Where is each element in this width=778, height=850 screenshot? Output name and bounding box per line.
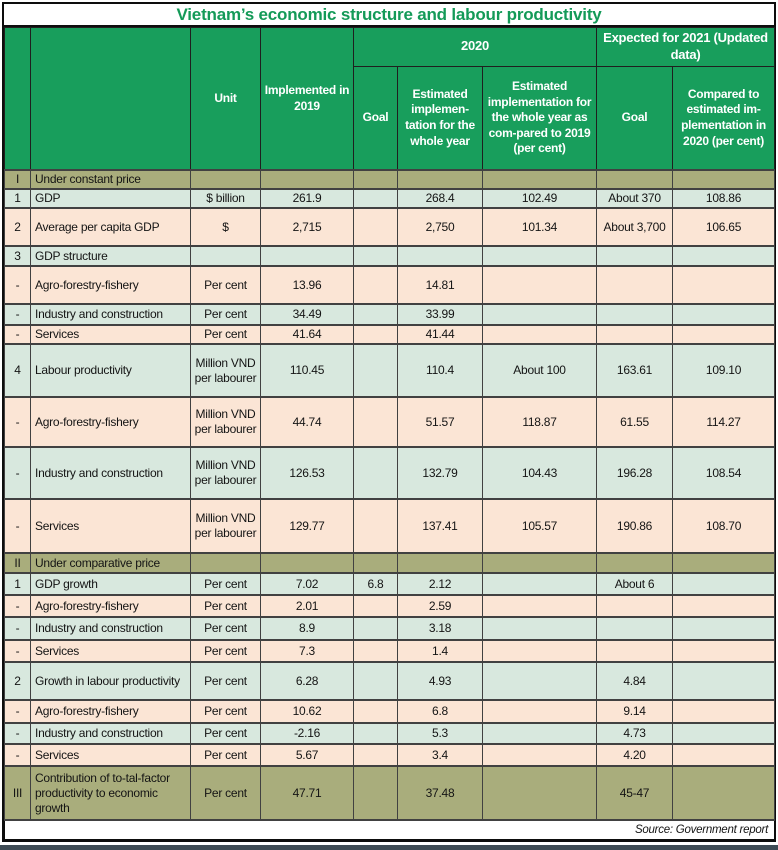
cell-no: - (5, 304, 31, 325)
cell-no: - (5, 723, 31, 744)
cell-vs_2020 (673, 246, 775, 266)
cell-unit: Per cent (191, 744, 261, 766)
cell-no: - (5, 325, 31, 344)
cell-unit: $ billion (191, 189, 261, 208)
cell-goal_2021: 196.28 (597, 447, 673, 499)
table-row (5, 723, 775, 744)
col-group-2021-header: Expected for 2021 (Updated data) (597, 28, 775, 67)
cell-goal_2020 (354, 325, 398, 344)
cell-est_2020: 1.4 (398, 640, 483, 662)
cell-label: Agro-forestry-fishery (31, 266, 191, 304)
cell-goal_2020 (354, 499, 398, 553)
cell-no: - (5, 447, 31, 499)
cell-goal_2021 (597, 170, 673, 189)
cell-vs_2020 (673, 304, 775, 325)
cell-est_2020: 33.99 (398, 304, 483, 325)
col-vs-2020-header: Compared to estimated im-plementation in 2020 (per cent) (673, 66, 775, 170)
cell-est_2020 (398, 553, 483, 573)
cell-no: - (5, 744, 31, 766)
cell-label: GDP (31, 189, 191, 208)
table-row (5, 640, 775, 662)
cell-vs_2019 (483, 662, 597, 700)
cell-goal_2020 (354, 304, 398, 325)
cell-goal_2020 (354, 700, 398, 723)
cell-goal_2020 (354, 447, 398, 499)
table-row (5, 553, 775, 573)
cell-vs_2019 (483, 595, 597, 617)
cell-vs_2019: 101.34 (483, 208, 597, 246)
cell-no: - (5, 595, 31, 617)
cell-v2019: 6.28 (261, 662, 354, 700)
cell-label: Under comparative price (31, 553, 191, 573)
cell-vs_2019 (483, 744, 597, 766)
cell-unit: Per cent (191, 766, 261, 820)
cell-vs_2019 (483, 553, 597, 573)
cell-label: Agro-forestry-fishery (31, 595, 191, 617)
table-footer (5, 820, 775, 840)
cell-vs_2019 (483, 700, 597, 723)
cell-goal_2021: 163.61 (597, 344, 673, 397)
cell-label: Services (31, 744, 191, 766)
table-row (5, 189, 775, 208)
cell-est_2020: 41.44 (398, 325, 483, 344)
cell-goal_2021 (597, 246, 673, 266)
cell-est_2020: 268.4 (398, 189, 483, 208)
cell-vs_2020 (673, 700, 775, 723)
table-row (5, 170, 775, 189)
cell-unit: Per cent (191, 325, 261, 344)
cell-no: II (5, 553, 31, 573)
table-row (5, 595, 775, 617)
cell-goal_2021 (597, 266, 673, 304)
cell-label: Average per capita GDP (31, 208, 191, 246)
cell-v2019: 41.64 (261, 325, 354, 344)
cell-v2019: 261.9 (261, 189, 354, 208)
cell-goal_2021: About 3,700 (597, 208, 673, 246)
cell-v2019: 47.71 (261, 766, 354, 820)
cell-label: GDP growth (31, 573, 191, 595)
cell-vs_2020: 108.86 (673, 189, 775, 208)
source-row (5, 820, 775, 840)
cell-vs_2019 (483, 266, 597, 304)
source-note: Source: Government report (5, 820, 775, 840)
cell-label: Agro-forestry-fishery (31, 700, 191, 723)
cell-goal_2021 (597, 553, 673, 573)
col-est-2020-header: Estimated implemen-tation for the whole year (398, 66, 483, 170)
cell-goal_2020 (354, 640, 398, 662)
cell-label: Agro-forestry-fishery (31, 397, 191, 447)
table-row (5, 766, 775, 820)
cell-v2019: 2,715 (261, 208, 354, 246)
cell-vs_2020 (673, 266, 775, 304)
page-title: Vietnam’s economic structure and labour productivity (4, 4, 774, 27)
cell-vs_2020 (673, 766, 775, 820)
cell-v2019: 7.02 (261, 573, 354, 595)
cell-goal_2020 (354, 595, 398, 617)
cell-no: - (5, 617, 31, 640)
table-row (5, 397, 775, 447)
cell-no: 1 (5, 573, 31, 595)
cell-label: Under constant price (31, 170, 191, 189)
table-row (5, 573, 775, 595)
cell-label: Industry and construction (31, 723, 191, 744)
table-row (5, 325, 775, 344)
cell-label: Services (31, 499, 191, 553)
cell-est_2020: 137.41 (398, 499, 483, 553)
cell-no: - (5, 266, 31, 304)
col-vs-2019-header: Estimated implementation for the whole year as com-pared to 2019 (per cent) (483, 66, 597, 170)
cell-v2019: 13.96 (261, 266, 354, 304)
cell-goal_2020 (354, 662, 398, 700)
cell-vs_2019 (483, 723, 597, 744)
cell-est_2020: 4.93 (398, 662, 483, 700)
cell-v2019: 110.45 (261, 344, 354, 397)
col-group-2020-header: 2020 (354, 28, 597, 67)
cell-goal_2020 (354, 344, 398, 397)
cell-unit: Million VND per labourer (191, 499, 261, 553)
cell-goal_2020 (354, 766, 398, 820)
cell-v2019: 34.49 (261, 304, 354, 325)
cell-vs_2020 (673, 640, 775, 662)
cell-vs_2020 (673, 573, 775, 595)
cell-goal_2021: 4.73 (597, 723, 673, 744)
cell-goal_2021: 45-47 (597, 766, 673, 820)
cell-no: - (5, 397, 31, 447)
cell-vs_2019 (483, 325, 597, 344)
cell-unit: Per cent (191, 640, 261, 662)
cell-unit: Per cent (191, 266, 261, 304)
cell-no: 4 (5, 344, 31, 397)
cell-goal_2020 (354, 744, 398, 766)
cell-goal_2021: 190.86 (597, 499, 673, 553)
cell-est_2020: 51.57 (398, 397, 483, 447)
cell-v2019: 5.67 (261, 744, 354, 766)
col-unit-header: Unit (191, 28, 261, 171)
cell-est_2020: 6.8 (398, 700, 483, 723)
col-goal-2021-header: Goal (597, 66, 673, 170)
cell-v2019: -2.16 (261, 723, 354, 744)
cell-v2019: 7.3 (261, 640, 354, 662)
cell-goal_2020 (354, 170, 398, 189)
cell-no: - (5, 700, 31, 723)
cell-vs_2019: 105.57 (483, 499, 597, 553)
table-row (5, 499, 775, 553)
cell-est_2020: 14.81 (398, 266, 483, 304)
cell-vs_2020: 114.27 (673, 397, 775, 447)
cell-vs_2020: 109.10 (673, 344, 775, 397)
table-row (5, 662, 775, 700)
cell-goal_2021 (597, 304, 673, 325)
cell-label: Growth in labour productivity (31, 662, 191, 700)
cell-est_2020: 2.59 (398, 595, 483, 617)
cell-no: 2 (5, 208, 31, 246)
cell-vs_2019 (483, 640, 597, 662)
cell-vs_2019 (483, 617, 597, 640)
cell-no: 2 (5, 662, 31, 700)
col-implemented-2019-header: Implemented in 2019 (261, 28, 354, 171)
cell-goal_2021: About 6 (597, 573, 673, 595)
cell-v2019 (261, 170, 354, 189)
col-indicator-header (31, 28, 191, 171)
table-row (5, 266, 775, 304)
cell-vs_2020 (673, 325, 775, 344)
cell-vs_2019: 118.87 (483, 397, 597, 447)
cell-no: - (5, 499, 31, 553)
cell-est_2020: 110.4 (398, 344, 483, 397)
cell-goal_2021: 61.55 (597, 397, 673, 447)
table-row (5, 344, 775, 397)
cell-label: Industry and construction (31, 447, 191, 499)
cell-goal_2020 (354, 397, 398, 447)
table-row (5, 744, 775, 766)
cell-vs_2020 (673, 553, 775, 573)
economic-table (4, 27, 775, 840)
cell-est_2020: 132.79 (398, 447, 483, 499)
cell-goal_2021 (597, 640, 673, 662)
cell-unit: $ (191, 208, 261, 246)
cell-v2019: 129.77 (261, 499, 354, 553)
cell-goal_2021 (597, 595, 673, 617)
cell-goal_2020 (354, 617, 398, 640)
cell-v2019: 2.01 (261, 595, 354, 617)
table-header (5, 28, 775, 171)
col-goal-2020-header: Goal (354, 66, 398, 170)
cell-vs_2020 (673, 744, 775, 766)
cell-goal_2020 (354, 553, 398, 573)
cell-vs_2020: 108.70 (673, 499, 775, 553)
cell-vs_2019: About 100 (483, 344, 597, 397)
cell-v2019: 10.62 (261, 700, 354, 723)
cell-unit: Million VND per labourer (191, 344, 261, 397)
cell-est_2020 (398, 246, 483, 266)
cell-label: Industry and construction (31, 304, 191, 325)
cell-unit: Million VND per labourer (191, 447, 261, 499)
cell-vs_2019: 102.49 (483, 189, 597, 208)
cell-no: III (5, 766, 31, 820)
cell-label: Services (31, 640, 191, 662)
cell-label: Industry and construction (31, 617, 191, 640)
cell-v2019 (261, 246, 354, 266)
cell-est_2020 (398, 170, 483, 189)
cell-est_2020: 2,750 (398, 208, 483, 246)
table-row (5, 617, 775, 640)
bottom-shadow-bar (0, 845, 778, 850)
cell-no: - (5, 640, 31, 662)
cell-v2019: 44.74 (261, 397, 354, 447)
cell-est_2020: 3.4 (398, 744, 483, 766)
cell-goal_2020 (354, 266, 398, 304)
cell-goal_2021: 4.20 (597, 744, 673, 766)
cell-est_2020: 2.12 (398, 573, 483, 595)
cell-v2019: 126.53 (261, 447, 354, 499)
cell-unit: Per cent (191, 595, 261, 617)
cell-goal_2020 (354, 189, 398, 208)
cell-unit: Per cent (191, 662, 261, 700)
cell-label: Services (31, 325, 191, 344)
cell-goal_2020 (354, 208, 398, 246)
cell-vs_2019 (483, 246, 597, 266)
cell-unit: Per cent (191, 617, 261, 640)
table-frame (2, 2, 776, 842)
table-row (5, 700, 775, 723)
cell-vs_2020 (673, 170, 775, 189)
cell-vs_2020 (673, 617, 775, 640)
cell-vs_2020: 106.65 (673, 208, 775, 246)
cell-goal_2021 (597, 617, 673, 640)
table-row (5, 447, 775, 499)
cell-no: 3 (5, 246, 31, 266)
table-body (5, 170, 775, 820)
cell-vs_2020 (673, 723, 775, 744)
cell-unit (191, 170, 261, 189)
cell-goal_2020 (354, 723, 398, 744)
cell-unit (191, 246, 261, 266)
cell-goal_2021: 4.84 (597, 662, 673, 700)
cell-no: I (5, 170, 31, 189)
cell-goal_2020 (354, 246, 398, 266)
cell-unit: Per cent (191, 304, 261, 325)
cell-v2019: 8.9 (261, 617, 354, 640)
table-row (5, 208, 775, 246)
cell-goal_2021: 9.14 (597, 700, 673, 723)
cell-goal_2021: About 370 (597, 189, 673, 208)
cell-vs_2020: 108.54 (673, 447, 775, 499)
cell-vs_2019: 104.43 (483, 447, 597, 499)
cell-est_2020: 3.18 (398, 617, 483, 640)
cell-v2019 (261, 553, 354, 573)
cell-goal_2021 (597, 325, 673, 344)
cell-label: Labour productivity (31, 344, 191, 397)
cell-vs_2020 (673, 595, 775, 617)
cell-vs_2019 (483, 170, 597, 189)
cell-vs_2019 (483, 304, 597, 325)
cell-label: GDP structure (31, 246, 191, 266)
table-row (5, 304, 775, 325)
cell-unit: Per cent (191, 723, 261, 744)
header-group-row (5, 28, 775, 67)
cell-unit: Per cent (191, 573, 261, 595)
cell-unit: Million VND per labourer (191, 397, 261, 447)
cell-est_2020: 37.48 (398, 766, 483, 820)
cell-goal_2020: 6.8 (354, 573, 398, 595)
cell-label: Contribution of to-tal-factor productivity to economic growth (31, 766, 191, 820)
cell-vs_2019 (483, 766, 597, 820)
cell-no: 1 (5, 189, 31, 208)
cell-unit (191, 553, 261, 573)
col-row-no-header (5, 28, 31, 171)
cell-unit: Per cent (191, 700, 261, 723)
table-row (5, 246, 775, 266)
cell-est_2020: 5.3 (398, 723, 483, 744)
cell-vs_2020 (673, 662, 775, 700)
cell-vs_2019 (483, 573, 597, 595)
